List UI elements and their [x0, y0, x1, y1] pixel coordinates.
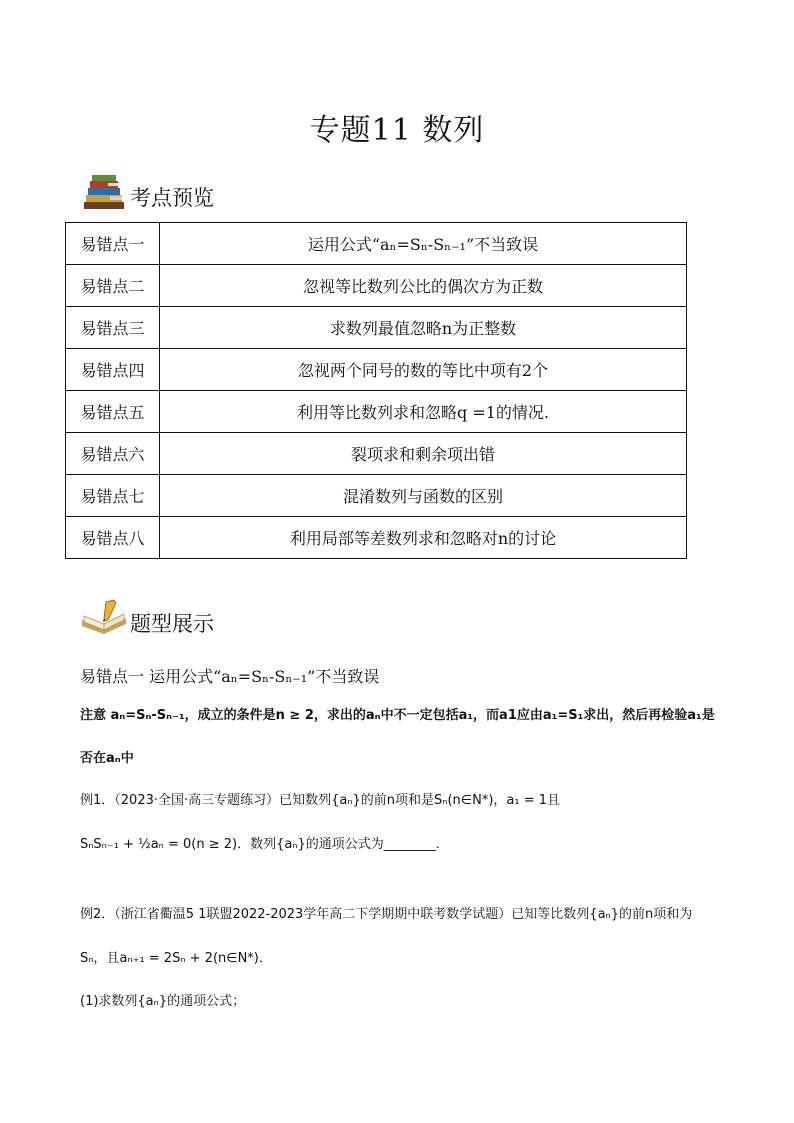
table-row: [66, 391, 687, 433]
table-row: [66, 517, 687, 559]
row-desc: 忽视等比数列公比的偶次方为正数: [160, 265, 687, 307]
open-book-pencil-icon: [80, 598, 128, 638]
row-label: 易错点四: [66, 349, 160, 391]
section-header-examples: [80, 598, 214, 638]
table-row: [66, 265, 687, 307]
row-desc: 求数列最值忽略n为正整数: [160, 307, 687, 349]
row-desc: 运用公式“aₙ=Sₙ-Sₙ₋₁”不当致误: [160, 223, 687, 265]
example2-line1: 例2．（浙江省衢温5 1联盟2022-2023学年高二下学期期中联考数学试题）已知等比数列{aₙ}的前n项和为: [80, 907, 693, 922]
section-title-examples: 题型展示: [130, 612, 214, 636]
row-desc: 利用等比数列求和忽略q =1的情况.: [160, 391, 687, 433]
row-label: 易错点八: [66, 517, 160, 559]
row-label: 易错点二: [66, 265, 160, 307]
note-line-1: 注意 aₙ=Sₙ-Sₙ₋₁，成立的条件是n ≥ 2，求出的aₙ中不一定包括a₁，而a1应由a₁=S₁求出，然后再检验a₁是: [80, 708, 715, 723]
error-point-heading: 易错点一 运用公式“aₙ=Sₙ-Sₙ₋₁”不当致误: [80, 667, 380, 686]
page-title: 专题11 数列: [309, 113, 485, 148]
row-label: 易错点三: [66, 307, 160, 349]
example2-part1: (1)求数列{aₙ}的通项公式；: [80, 994, 246, 1009]
table-row: [66, 349, 687, 391]
row-desc: 裂项求和剩余项出错: [160, 433, 687, 475]
section-header-preview: [80, 172, 214, 212]
row-label: 易错点五: [66, 391, 160, 433]
error-points-table: [65, 222, 687, 559]
row-label: 易错点一: [66, 223, 160, 265]
row-label: 易错点六: [66, 433, 160, 475]
row-desc: 混淆数列与函数的区别: [160, 475, 687, 517]
row-desc: 利用局部等差数列求和忽略对n的讨论: [160, 517, 687, 559]
books-icon: [80, 172, 128, 212]
example2-line2: Sₙ，且aₙ₊₁ = 2Sₙ + 2(n∈N*)．: [80, 951, 272, 966]
note-line-2: 否在aₙ中: [80, 751, 134, 766]
example1-line2: SₙSₙ₋₁ + ½aₙ = 0(n ≥ 2)．数列{aₙ}的通项公式为________．: [80, 837, 449, 852]
section-title-preview: 考点预览: [130, 186, 214, 210]
row-label: 易错点七: [66, 475, 160, 517]
row-desc: 忽视两个同号的数的等比中项有2个: [160, 349, 687, 391]
table-row: [66, 307, 687, 349]
table-row: [66, 223, 687, 265]
table-row: [66, 475, 687, 517]
example1-line1: 例1．（2023·全国·高三专题练习）已知数列{aₙ}的前n项和是Sₙ(n∈N*)，a₁ = 1且: [80, 793, 561, 808]
table-row: [66, 433, 687, 475]
